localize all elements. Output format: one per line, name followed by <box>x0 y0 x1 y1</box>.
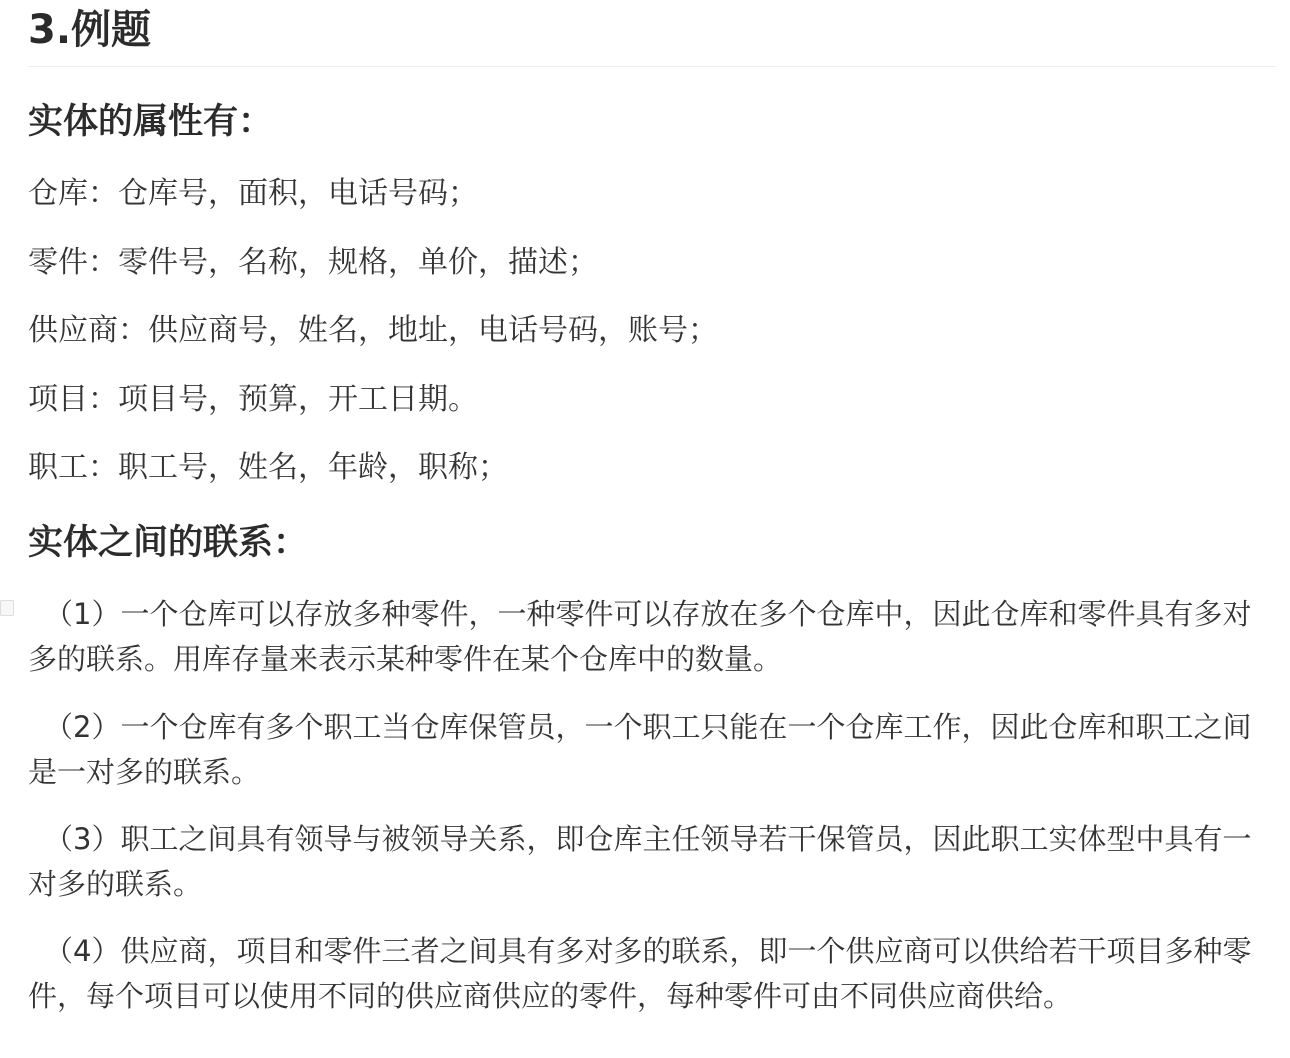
relations-heading: 实体之间的联系： <box>28 523 309 563</box>
attribute-line-warehouse: 仓库：仓库号，面积，电话号码； <box>28 176 478 211</box>
attribute-line-part: 零件：零件号，名称，规格，单价，描述； <box>28 245 598 280</box>
relation-paragraph-1: （1）一个仓库可以存放多种零件，一种零件可以存放在多个仓库中，因此仓库和零件具有多对多的联系。用库存量来表示某种零件在某个仓库中的数量。 <box>28 597 1252 676</box>
relation-paragraph-4: （4）供应商，项目和零件三者之间具有多对多的联系，即一个供应商可以供给若干项目多种零件，每个项目可以使用不同的供应商供应的零件，每种零件可由不同供应商供给。 <box>28 934 1252 1013</box>
title-divider <box>28 66 1276 67</box>
attribute-line-project: 项目：项目号，预算，开工日期。 <box>28 382 478 417</box>
attributes-heading: 实体的属性有： <box>28 102 274 142</box>
block-handle-icon[interactable] <box>0 600 14 616</box>
relation-paragraph-3: （3）职工之间具有领导与被领导关系，即仓库主任领导若干保管员，因此职工实体型中具有一对多的联系。 <box>28 822 1252 901</box>
attribute-line-supplier: 供应商：供应商号，姓名，地址，电话号码，账号； <box>28 313 718 348</box>
relation-paragraph-2: （2）一个仓库有多个职工当仓库保管员，一个职工只能在一个仓库工作，因此仓库和职工之间是一对多的联系。 <box>28 710 1252 789</box>
attribute-line-employee: 职工：职工号，姓名，年龄，职称； <box>28 450 508 485</box>
section-title: 3.例题 <box>28 7 152 53</box>
